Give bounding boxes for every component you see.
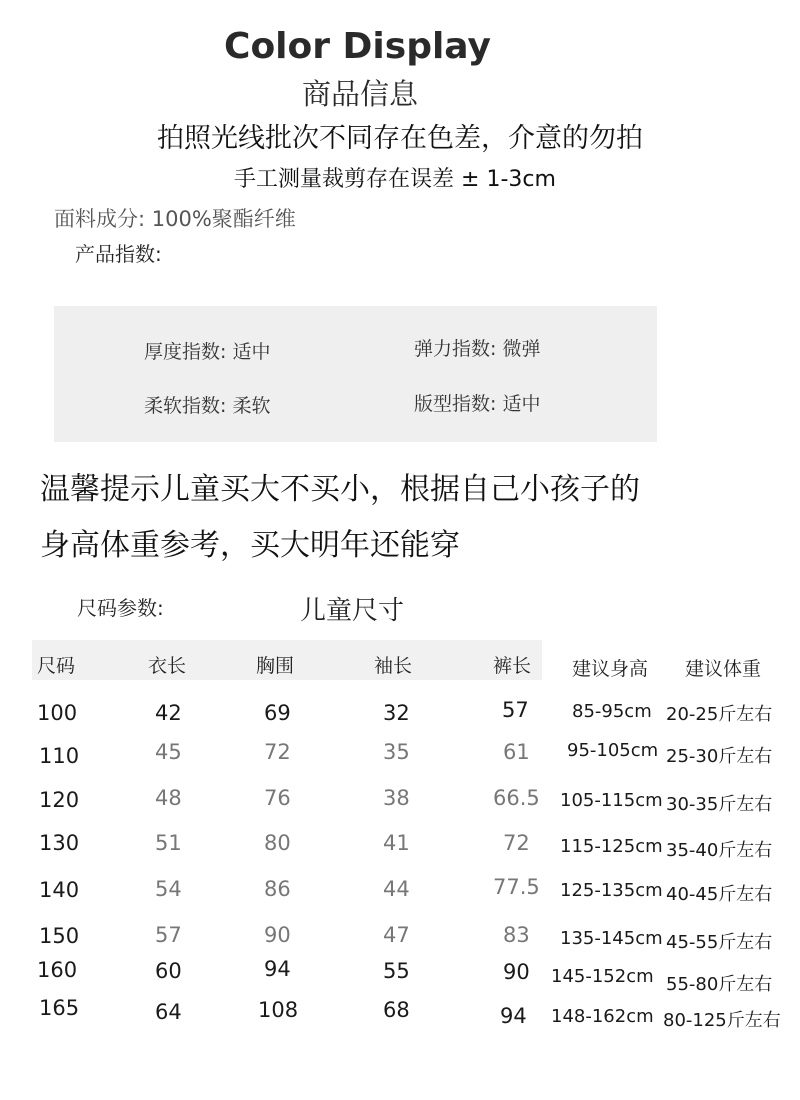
cell-weight: 20-25斤左右 [666, 704, 773, 725]
cell-length: 42 [155, 701, 182, 725]
cell-pants: 77.5 [493, 875, 540, 899]
cell-sleeve: 55 [383, 959, 410, 983]
cell-length: 60 [155, 959, 182, 983]
cell-height: 115-125cm [560, 836, 663, 857]
cell-weight: 35-40斤左右 [666, 840, 773, 861]
cell-length: 54 [155, 877, 182, 901]
cell-height: 135-145cm [560, 928, 663, 949]
cell-chest: 90 [264, 923, 291, 947]
cell-height: 105-115cm [560, 790, 663, 811]
elasticity-index: 弹力指数: 微弹 [414, 338, 541, 360]
header-length: 衣长 [148, 655, 187, 677]
cell-size: 100 [37, 701, 78, 725]
cell-height: 145-152cm [551, 966, 654, 987]
cell-pants: 94 [500, 1004, 527, 1028]
cell-chest: 69 [264, 701, 291, 725]
cell-sleeve: 35 [383, 740, 410, 764]
cell-length: 45 [155, 740, 182, 764]
cell-sleeve: 68 [383, 998, 410, 1022]
cell-height: 95-105cm [567, 740, 659, 761]
cell-pants: 72 [503, 831, 530, 855]
measurement-error-notice: 手工测量裁剪存在误差 ± 1-3cm [234, 167, 556, 192]
cell-chest: 94 [264, 957, 291, 981]
product-index-panel [54, 306, 657, 442]
cell-sleeve: 47 [383, 923, 410, 947]
size-category: 儿童尺寸 [300, 596, 405, 626]
page-title: Color Display [224, 26, 491, 67]
cell-chest: 108 [258, 998, 299, 1022]
cell-sleeve: 44 [383, 877, 410, 901]
cell-sleeve: 38 [383, 786, 410, 810]
header-pants: 裤长 [493, 655, 532, 677]
cell-size: 140 [39, 878, 80, 902]
fabric-composition: 面料成分: 100%聚酯纤维 [54, 207, 296, 231]
header-size: 尺码 [37, 655, 76, 677]
cell-size: 160 [37, 958, 78, 982]
product-index-label: 产品指数: [75, 242, 162, 266]
cell-weight: 25-30斤左右 [666, 746, 773, 767]
cell-weight: 30-35斤左右 [666, 794, 773, 815]
cell-chest: 80 [264, 831, 291, 855]
product-info-heading: 商品信息 [301, 77, 418, 111]
cell-weight: 80-125斤左右 [663, 1010, 781, 1031]
cell-length: 57 [155, 923, 182, 947]
cell-chest: 72 [264, 740, 291, 764]
cell-size: 110 [39, 744, 80, 768]
header-suggested-height: 建议身高 [572, 658, 649, 680]
cell-height: 85-95cm [572, 701, 652, 722]
size-tip-line-1: 温馨提示儿童买大不买小，根据自己小孩子的 [40, 472, 640, 507]
size-params-label: 尺码参数: [77, 596, 164, 620]
cell-chest: 86 [264, 877, 291, 901]
header-sleeve: 袖长 [374, 655, 413, 677]
cell-size: 165 [39, 996, 80, 1020]
header-chest: 胸围 [256, 655, 295, 677]
cell-pants: 57 [502, 698, 529, 722]
thickness-index: 厚度指数: 适中 [144, 341, 271, 363]
cell-height: 125-135cm [560, 880, 663, 901]
cell-weight: 45-55斤左右 [666, 932, 773, 953]
color-difference-notice: 拍照光线批次不同存在色差，介意的勿拍 [157, 123, 643, 154]
cell-sleeve: 41 [383, 831, 410, 855]
cell-pants: 90 [503, 960, 530, 984]
header-suggested-weight: 建议体重 [685, 658, 762, 680]
cell-weight: 55-80斤左右 [666, 974, 773, 995]
cell-height: 148-162cm [551, 1006, 654, 1027]
softness-index: 柔软指数: 柔软 [144, 395, 271, 417]
size-tip-line-2: 身高体重参考，买大明年还能穿 [40, 528, 460, 563]
cell-size: 130 [39, 831, 80, 855]
cell-sleeve: 32 [383, 701, 410, 725]
cell-chest: 76 [264, 786, 291, 810]
cell-length: 51 [155, 831, 182, 855]
cell-pants: 66.5 [493, 786, 540, 810]
cell-pants: 83 [503, 923, 530, 947]
cell-size: 120 [39, 788, 80, 812]
cell-pants: 61 [503, 740, 530, 764]
cell-length: 64 [155, 1000, 182, 1024]
cell-weight: 40-45斤左右 [666, 884, 773, 905]
cell-length: 48 [155, 786, 182, 810]
fit-index: 版型指数: 适中 [414, 393, 541, 415]
cell-size: 150 [39, 924, 80, 948]
